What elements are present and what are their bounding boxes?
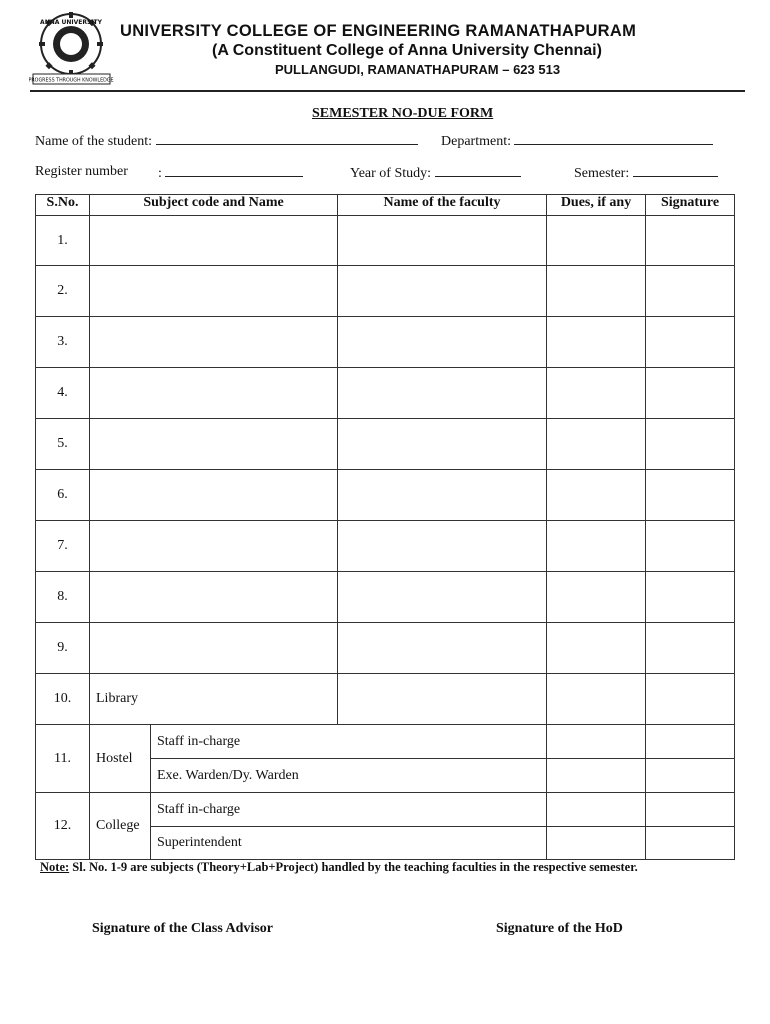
subject-cell[interactable] — [90, 470, 338, 521]
university-logo — [29, 11, 114, 86]
note-label: Note: — [40, 860, 70, 874]
dues-cell[interactable] — [547, 572, 646, 623]
dues-cell[interactable] — [547, 368, 646, 419]
hostel-row — [36, 725, 735, 759]
library-row — [36, 674, 735, 725]
signature-cell[interactable] — [646, 419, 735, 470]
footnote — [40, 860, 638, 875]
no-due-table — [35, 194, 735, 860]
subject-cell[interactable] — [90, 521, 338, 572]
row-sno: 7. — [36, 521, 90, 572]
library-label: Library — [90, 674, 338, 725]
college-staff-incharge: Staff in-charge — [151, 793, 547, 827]
hostel-label: Hostel — [90, 725, 151, 793]
college-title: UNIVERSITY COLLEGE OF ENGINEERING RAMANATHAPURAM — [120, 22, 637, 40]
dues-cell[interactable] — [547, 216, 646, 266]
semester-input[interactable] — [633, 164, 718, 177]
header-divider — [30, 90, 745, 92]
signature-cell[interactable] — [646, 827, 735, 860]
faculty-cell[interactable] — [338, 317, 547, 368]
header-signature: Signature — [646, 195, 735, 216]
signature-cell[interactable] — [646, 674, 735, 725]
dues-cell[interactable] — [547, 521, 646, 572]
subject-cell[interactable] — [90, 266, 338, 317]
subject-cell[interactable] — [90, 623, 338, 674]
hostel-warden: Exe. Warden/Dy. Warden — [151, 759, 547, 793]
row-sno: 2. — [36, 266, 90, 317]
signature-cell[interactable] — [646, 521, 735, 572]
subject-cell[interactable] — [90, 317, 338, 368]
register-number-input[interactable] — [165, 164, 303, 177]
dues-cell[interactable] — [547, 759, 646, 793]
department-field — [441, 132, 713, 150]
semester-field — [574, 164, 718, 182]
college-address: PULLANGUDI, RAMANATHAPURAM – 623 513 — [275, 62, 561, 77]
department-label: Department: — [441, 134, 511, 149]
signature-cell[interactable] — [646, 759, 735, 793]
signature-cell[interactable] — [646, 725, 735, 759]
year-of-study-label: Year of Study: — [350, 166, 432, 181]
table-row — [36, 572, 735, 623]
signature-cell[interactable] — [646, 572, 735, 623]
college-row — [36, 793, 735, 827]
row-sno: 9. — [36, 623, 90, 674]
faculty-cell[interactable] — [338, 521, 547, 572]
faculty-cell[interactable] — [338, 216, 547, 266]
faculty-cell[interactable] — [338, 470, 547, 521]
row-sno: 8. — [36, 572, 90, 623]
register-colon: : — [158, 166, 162, 181]
faculty-cell[interactable] — [338, 623, 547, 674]
hod-signature: Signature of the HoD — [496, 921, 623, 936]
row-sno: 3. — [36, 317, 90, 368]
college-superintendent: Superintendent — [151, 827, 547, 860]
dues-cell[interactable] — [547, 725, 646, 759]
signature-cell[interactable] — [646, 470, 735, 521]
hostel-staff-incharge: Staff in-charge — [151, 725, 547, 759]
dues-cell[interactable] — [547, 470, 646, 521]
note-text: Sl. No. 1-9 are subjects (Theory+Lab+Project) handled by the teaching faculties in the respective semester. — [69, 860, 638, 874]
table-row — [36, 266, 735, 317]
dues-cell[interactable] — [547, 827, 646, 860]
student-name-label: Name of the student: — [35, 134, 153, 149]
year-of-study-input[interactable] — [435, 164, 521, 177]
row-sno: 4. — [36, 368, 90, 419]
dues-cell[interactable] — [547, 623, 646, 674]
svg-text:PROGRESS THROUGH KNOWLEDGE: PROGRESS THROUGH KNOWLEDGE — [29, 78, 114, 84]
dues-cell[interactable] — [547, 793, 646, 827]
student-name-input[interactable] — [156, 132, 418, 145]
table-row — [36, 623, 735, 674]
register-number-label: Register number — [35, 164, 128, 179]
header-sno: S.No. — [36, 195, 90, 216]
svg-text:ANNA UNIVERSITY: ANNA UNIVERSITY — [40, 19, 102, 26]
table-row — [36, 216, 735, 266]
signature-cell[interactable] — [646, 317, 735, 368]
row-sno: 10. — [36, 674, 90, 725]
header-dues: Dues, if any — [547, 195, 646, 216]
year-of-study-field — [350, 164, 521, 182]
signature-cell[interactable] — [646, 266, 735, 317]
faculty-cell[interactable] — [338, 419, 547, 470]
table-row — [36, 419, 735, 470]
subject-cell[interactable] — [90, 572, 338, 623]
faculty-cell[interactable] — [338, 572, 547, 623]
semester-label: Semester: — [574, 166, 630, 181]
department-input[interactable] — [514, 132, 713, 145]
student-name-field — [35, 132, 418, 150]
table-header-row — [36, 195, 735, 216]
college-subtitle: (A Constituent College of Anna University Chennai) — [212, 42, 602, 59]
row-sno: 6. — [36, 470, 90, 521]
subject-cell[interactable] — [90, 368, 338, 419]
row-sno: 5. — [36, 419, 90, 470]
signature-cell[interactable] — [646, 216, 735, 266]
signature-cell[interactable] — [646, 623, 735, 674]
table-row — [36, 470, 735, 521]
subject-cell[interactable] — [90, 216, 338, 266]
faculty-cell[interactable] — [338, 674, 547, 725]
dues-cell[interactable] — [547, 266, 646, 317]
row-sno: 12. — [36, 793, 90, 860]
class-advisor-signature: Signature of the Class Advisor — [92, 921, 273, 936]
dues-cell[interactable] — [547, 317, 646, 368]
header-subject: Subject code and Name — [90, 195, 338, 216]
form-title: SEMESTER NO-DUE FORM — [312, 106, 494, 121]
row-sno: 11. — [36, 725, 90, 793]
header-faculty: Name of the faculty — [338, 195, 547, 216]
subject-cell[interactable] — [90, 419, 338, 470]
faculty-cell[interactable] — [338, 266, 547, 317]
dues-cell[interactable] — [547, 419, 646, 470]
signature-cell[interactable] — [646, 368, 735, 419]
row-sno: 1. — [36, 216, 90, 266]
table-row — [36, 521, 735, 572]
table-row — [36, 317, 735, 368]
register-number-field — [158, 164, 303, 182]
signature-cell[interactable] — [646, 793, 735, 827]
dues-cell[interactable] — [547, 674, 646, 725]
faculty-cell[interactable] — [338, 368, 547, 419]
college-label: College — [90, 793, 151, 860]
table-row — [36, 368, 735, 419]
